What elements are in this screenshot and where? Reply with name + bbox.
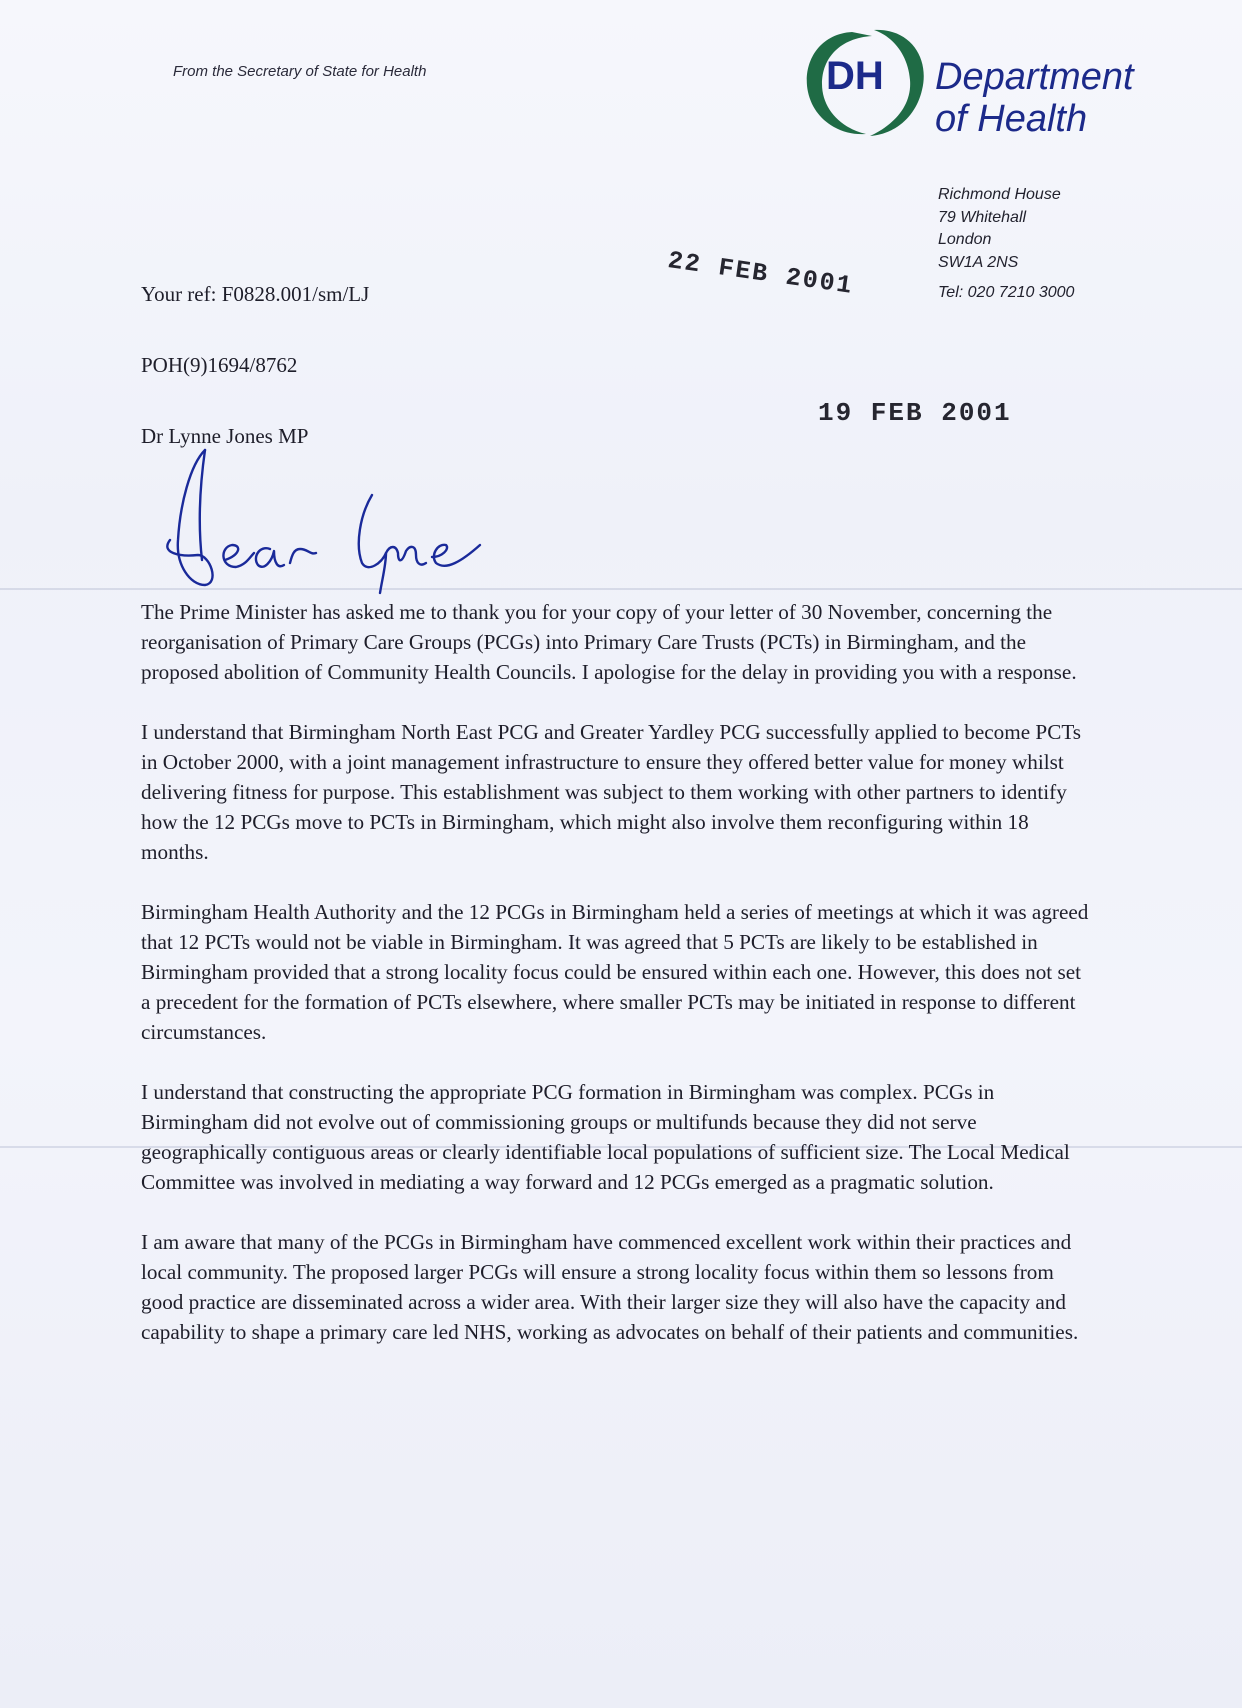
body-paragraph: I am aware that many of the PCGs in Birmingham have commenced excellent work within their practices and local community. The proposed larger PCGs will ensure a strong locality focus within them so lessons from good practice are disseminated across a wider area. With their larger size they will also have the capacity and capability to shape a primary care led NHS, working as advocates on behalf of their patients and communities. — [141, 1230, 1079, 1344]
address-line: Richmond House — [938, 186, 1061, 203]
handwritten-salutation — [150, 445, 530, 595]
logo-name — [935, 56, 1134, 140]
dh-logo — [800, 24, 1140, 144]
sender-address — [938, 184, 1061, 274]
body-paragraph: Birmingham Health Authority and the 12 PCGs in Birmingham held a series of meetings at which it was agreed that 12 PCTs would not be viable in Birmingham. It was agreed that 5 PCTs are likely to be established in Birmingham provided that a strong locality focus could be ensured within each one. However, this does not set a precedent for the formation of PCTs elsewhere, where smaller PCTs may be initiated in response to different circumstances. — [141, 900, 1089, 1044]
telephone: Tel: 020 7210 3000 — [938, 284, 1075, 301]
dated-stamp: 19 FEB 2001 — [818, 398, 1012, 428]
letter-body — [141, 597, 1091, 1377]
from-line: From the Secretary of State for Health — [173, 63, 427, 80]
body-paragraph: I understand that Birmingham North East PCG and Greater Yardley PCG successfully applied to become PCTs in October 2000, with a joint management infrastructure to ensure they offered better value for money whilst delivering fitness for purpose. This establishment was subject to them working with other partners to identify how the 12 PCGs move to PCTs in Birmingham, which might also involve them reconfiguring within 18 months. — [141, 720, 1082, 864]
address-line: 79 Whitehall — [938, 208, 1027, 226]
logo-name-line2: of Health — [935, 98, 1088, 140]
body-paragraph: The Prime Minister has asked me to thank you for your copy of your letter of 30 November, concerning the reorganisation of Primary Care Groups (PCGs) into Primary Care Trusts (PCTs) in Birmingham, and the proposed abolition of Community Health Councils. I apologise for the delay in providing you with a response. — [141, 600, 1077, 684]
address-line: London — [938, 231, 992, 248]
logo-abbrev: DH — [826, 54, 884, 98]
received-date-stamp: 22 FEB 2001 — [665, 246, 856, 301]
your-reference: Your ref: F0828.001/sm/LJ — [141, 282, 370, 306]
logo-name-line1: Department — [935, 56, 1134, 98]
body-paragraph: I understand that constructing the appropriate PCG formation in Birmingham was complex. PCGs in Birmingham did not evolve out of commissioning groups or multifunds because they did not serve geographically contiguous areas or clearly identifiable local populations of sufficient size. The Local Medical Committee was involved in mediating a way forward and 12 PCGs emerged as a pragmatic solution. — [141, 1080, 1070, 1194]
our-reference: POH(9)1694/8762 — [141, 353, 298, 377]
address-line: SW1A 2NS — [938, 253, 1019, 271]
addressee: Dr Lynne Jones MP — [141, 424, 309, 448]
